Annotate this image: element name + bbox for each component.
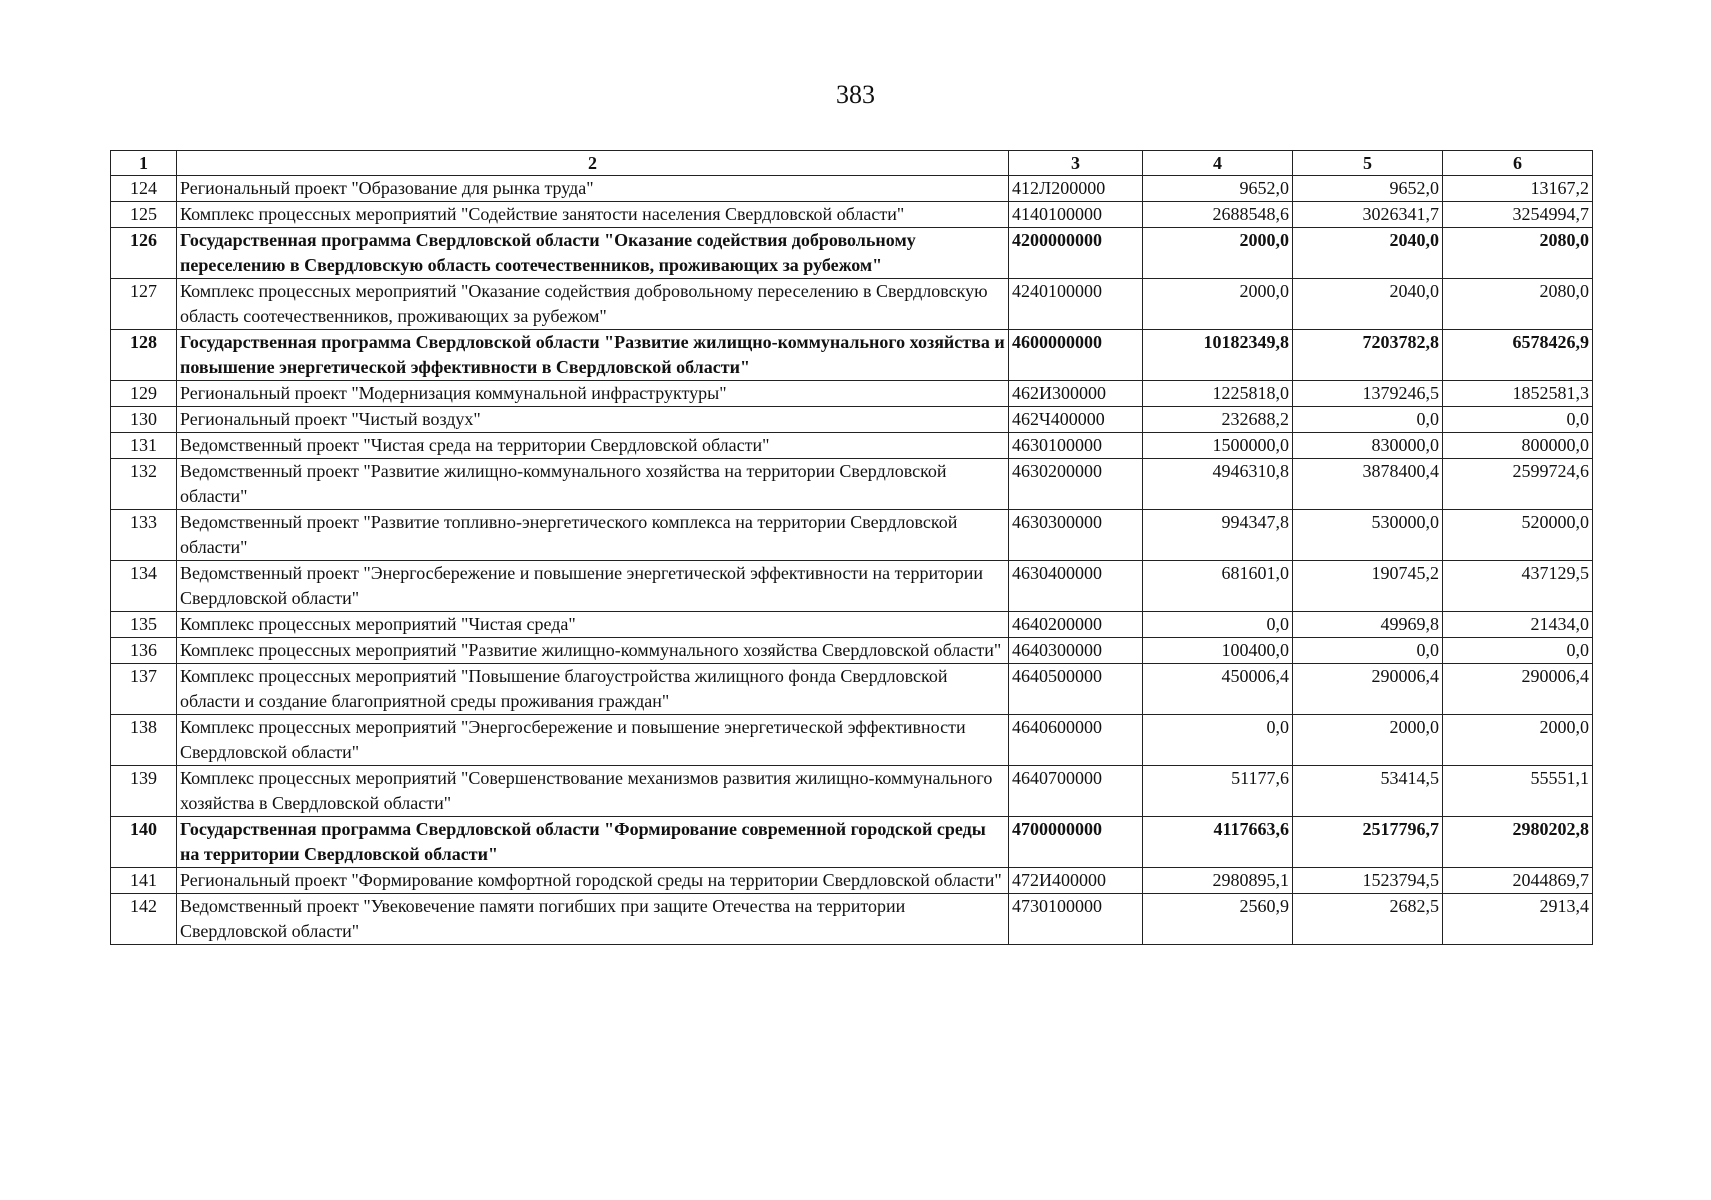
row-number: 142 [111, 894, 177, 945]
row-value-6: 55551,1 [1443, 766, 1593, 817]
row-value-5: 2682,5 [1293, 894, 1443, 945]
row-code: 4640200000 [1009, 612, 1143, 638]
row-value-4: 232688,2 [1143, 407, 1293, 433]
table-row [111, 638, 1593, 664]
row-code: 4630200000 [1009, 459, 1143, 510]
table-row [111, 817, 1593, 868]
row-value-6: 520000,0 [1443, 510, 1593, 561]
row-value-4: 100400,0 [1143, 638, 1293, 664]
row-value-5: 0,0 [1293, 638, 1443, 664]
row-value-4: 2688548,6 [1143, 202, 1293, 228]
row-number: 126 [111, 228, 177, 279]
row-value-6: 2080,0 [1443, 279, 1593, 330]
row-code: 4240100000 [1009, 279, 1143, 330]
table-row [111, 228, 1593, 279]
row-code: 4640600000 [1009, 715, 1143, 766]
row-value-4: 9652,0 [1143, 176, 1293, 202]
column-header-4: 4 [1143, 151, 1293, 176]
row-number: 133 [111, 510, 177, 561]
row-value-4: 2560,9 [1143, 894, 1293, 945]
row-value-4: 450006,4 [1143, 664, 1293, 715]
row-number: 135 [111, 612, 177, 638]
row-number: 124 [111, 176, 177, 202]
row-code: 472И400000 [1009, 868, 1143, 894]
row-value-6: 2000,0 [1443, 715, 1593, 766]
row-value-5: 49969,8 [1293, 612, 1443, 638]
row-code: 4630300000 [1009, 510, 1143, 561]
row-value-4: 2000,0 [1143, 228, 1293, 279]
row-value-5: 3878400,4 [1293, 459, 1443, 510]
table-body [111, 176, 1593, 945]
row-name: Ведомственный проект "Развитие топливно-энергетического комплекса на территории Свердловской области" [177, 510, 1009, 561]
row-name: Комплекс процессных мероприятий "Развитие жилищно-коммунального хозяйства Свердловской области" [177, 638, 1009, 664]
row-value-5: 2040,0 [1293, 228, 1443, 279]
row-value-6: 2980202,8 [1443, 817, 1593, 868]
row-code: 4640300000 [1009, 638, 1143, 664]
row-value-4: 681601,0 [1143, 561, 1293, 612]
table-row [111, 868, 1593, 894]
row-value-6: 2080,0 [1443, 228, 1593, 279]
row-code: 4700000000 [1009, 817, 1143, 868]
row-name: Комплекс процессных мероприятий "Содействие занятости населения Свердловской области" [177, 202, 1009, 228]
row-number: 134 [111, 561, 177, 612]
row-name: Ведомственный проект "Чистая среда на территории Свердловской области" [177, 433, 1009, 459]
row-name: Государственная программа Свердловской области "Оказание содействия добровольному переселению в Свердловскую область соотечественников, проживающих за рубежом" [177, 228, 1009, 279]
row-code: 4200000000 [1009, 228, 1143, 279]
row-value-5: 190745,2 [1293, 561, 1443, 612]
row-value-6: 437129,5 [1443, 561, 1593, 612]
page-number: 383 [836, 80, 875, 109]
budget-table [110, 150, 1593, 945]
row-value-5: 3026341,7 [1293, 202, 1443, 228]
row-code: 4630400000 [1009, 561, 1143, 612]
row-number: 141 [111, 868, 177, 894]
row-number: 127 [111, 279, 177, 330]
row-value-6: 1852581,3 [1443, 381, 1593, 407]
row-value-6: 21434,0 [1443, 612, 1593, 638]
row-code: 462Ч400000 [1009, 407, 1143, 433]
row-value-4: 1225818,0 [1143, 381, 1293, 407]
table-row [111, 202, 1593, 228]
row-name: Государственная программа Свердловской области "Развитие жилищно-коммунального хозяйства и повышение энергетической эффективности в Свердловской области" [177, 330, 1009, 381]
row-code: 4630100000 [1009, 433, 1143, 459]
row-value-5: 2517796,7 [1293, 817, 1443, 868]
row-value-4: 0,0 [1143, 715, 1293, 766]
row-number: 130 [111, 407, 177, 433]
table-row [111, 766, 1593, 817]
table-row [111, 381, 1593, 407]
table-row [111, 407, 1593, 433]
row-name: Комплекс процессных мероприятий "Оказание содействия добровольному переселению в Свердловскую область соотечественников, проживающих за рубежом" [177, 279, 1009, 330]
row-number: 128 [111, 330, 177, 381]
row-value-6: 6578426,9 [1443, 330, 1593, 381]
row-value-5: 7203782,8 [1293, 330, 1443, 381]
row-number: 131 [111, 433, 177, 459]
table-row [111, 894, 1593, 945]
row-value-5: 9652,0 [1293, 176, 1443, 202]
row-name: Ведомственный проект "Энергосбережение и повышение энергетической эффективности на территории Свердловской области" [177, 561, 1009, 612]
row-value-4: 51177,6 [1143, 766, 1293, 817]
row-value-4: 10182349,8 [1143, 330, 1293, 381]
row-value-4: 1500000,0 [1143, 433, 1293, 459]
row-name: Комплекс процессных мероприятий "Чистая среда" [177, 612, 1009, 638]
row-value-5: 1379246,5 [1293, 381, 1443, 407]
row-value-5: 1523794,5 [1293, 868, 1443, 894]
row-name: Ведомственный проект "Увековечение памяти погибших при защите Отечества на территории Свердловской области" [177, 894, 1009, 945]
row-value-4: 0,0 [1143, 612, 1293, 638]
row-name: Комплекс процессных мероприятий "Совершенствование механизмов развития жилищно-коммунального хозяйства в Свердловской области" [177, 766, 1009, 817]
table-row [111, 715, 1593, 766]
row-value-5: 830000,0 [1293, 433, 1443, 459]
row-value-4: 994347,8 [1143, 510, 1293, 561]
row-name: Региональный проект "Формирование комфортной городской среды на территории Свердловской области" [177, 868, 1009, 894]
column-header-1: 1 [111, 151, 177, 176]
row-number: 132 [111, 459, 177, 510]
row-number: 140 [111, 817, 177, 868]
column-header-6: 6 [1443, 151, 1593, 176]
table-row [111, 176, 1593, 202]
row-value-6: 13167,2 [1443, 176, 1593, 202]
row-value-5: 530000,0 [1293, 510, 1443, 561]
row-value-5: 53414,5 [1293, 766, 1443, 817]
row-value-4: 4117663,6 [1143, 817, 1293, 868]
row-name: Региональный проект "Образование для рынка труда" [177, 176, 1009, 202]
row-value-4: 4946310,8 [1143, 459, 1293, 510]
table-row [111, 561, 1593, 612]
row-value-5: 2000,0 [1293, 715, 1443, 766]
row-value-6: 0,0 [1443, 638, 1593, 664]
row-code: 4640500000 [1009, 664, 1143, 715]
row-value-4: 2980895,1 [1143, 868, 1293, 894]
row-name: Региональный проект "Чистый воздух" [177, 407, 1009, 433]
row-value-6: 2599724,6 [1443, 459, 1593, 510]
row-code: 4600000000 [1009, 330, 1143, 381]
row-value-6: 290006,4 [1443, 664, 1593, 715]
row-number: 129 [111, 381, 177, 407]
row-name: Ведомственный проект "Развитие жилищно-коммунального хозяйства на территории Свердловской области" [177, 459, 1009, 510]
row-name: Комплекс процессных мероприятий "Повышение благоустройства жилищного фонда Свердловской области и создание благоприятной среды проживания граждан" [177, 664, 1009, 715]
row-code: 412Л200000 [1009, 176, 1143, 202]
row-value-6: 2044869,7 [1443, 868, 1593, 894]
row-number: 137 [111, 664, 177, 715]
table-row [111, 459, 1593, 510]
row-value-5: 2040,0 [1293, 279, 1443, 330]
table-row [111, 433, 1593, 459]
row-name: Региональный проект "Модернизация коммунальной инфраструктуры" [177, 381, 1009, 407]
table-row [111, 330, 1593, 381]
row-code: 4730100000 [1009, 894, 1143, 945]
row-code: 462И300000 [1009, 381, 1143, 407]
row-number: 125 [111, 202, 177, 228]
row-number: 136 [111, 638, 177, 664]
table-row [111, 279, 1593, 330]
row-name: Комплекс процессных мероприятий "Энергосбережение и повышение энергетической эффективности Свердловской области" [177, 715, 1009, 766]
header-row [111, 151, 1593, 176]
row-value-6: 3254994,7 [1443, 202, 1593, 228]
table-row [111, 612, 1593, 638]
row-value-6: 800000,0 [1443, 433, 1593, 459]
row-number: 138 [111, 715, 177, 766]
row-number: 139 [111, 766, 177, 817]
table-row [111, 510, 1593, 561]
column-header-5: 5 [1293, 151, 1443, 176]
row-value-4: 2000,0 [1143, 279, 1293, 330]
row-value-5: 290006,4 [1293, 664, 1443, 715]
row-value-5: 0,0 [1293, 407, 1443, 433]
table-row [111, 664, 1593, 715]
column-header-2: 2 [177, 151, 1009, 176]
row-value-6: 0,0 [1443, 407, 1593, 433]
column-header-3: 3 [1009, 151, 1143, 176]
row-code: 4640700000 [1009, 766, 1143, 817]
row-value-6: 2913,4 [1443, 894, 1593, 945]
row-name: Государственная программа Свердловской области "Формирование современной городской среды на территории Свердловской области" [177, 817, 1009, 868]
row-code: 4140100000 [1009, 202, 1143, 228]
